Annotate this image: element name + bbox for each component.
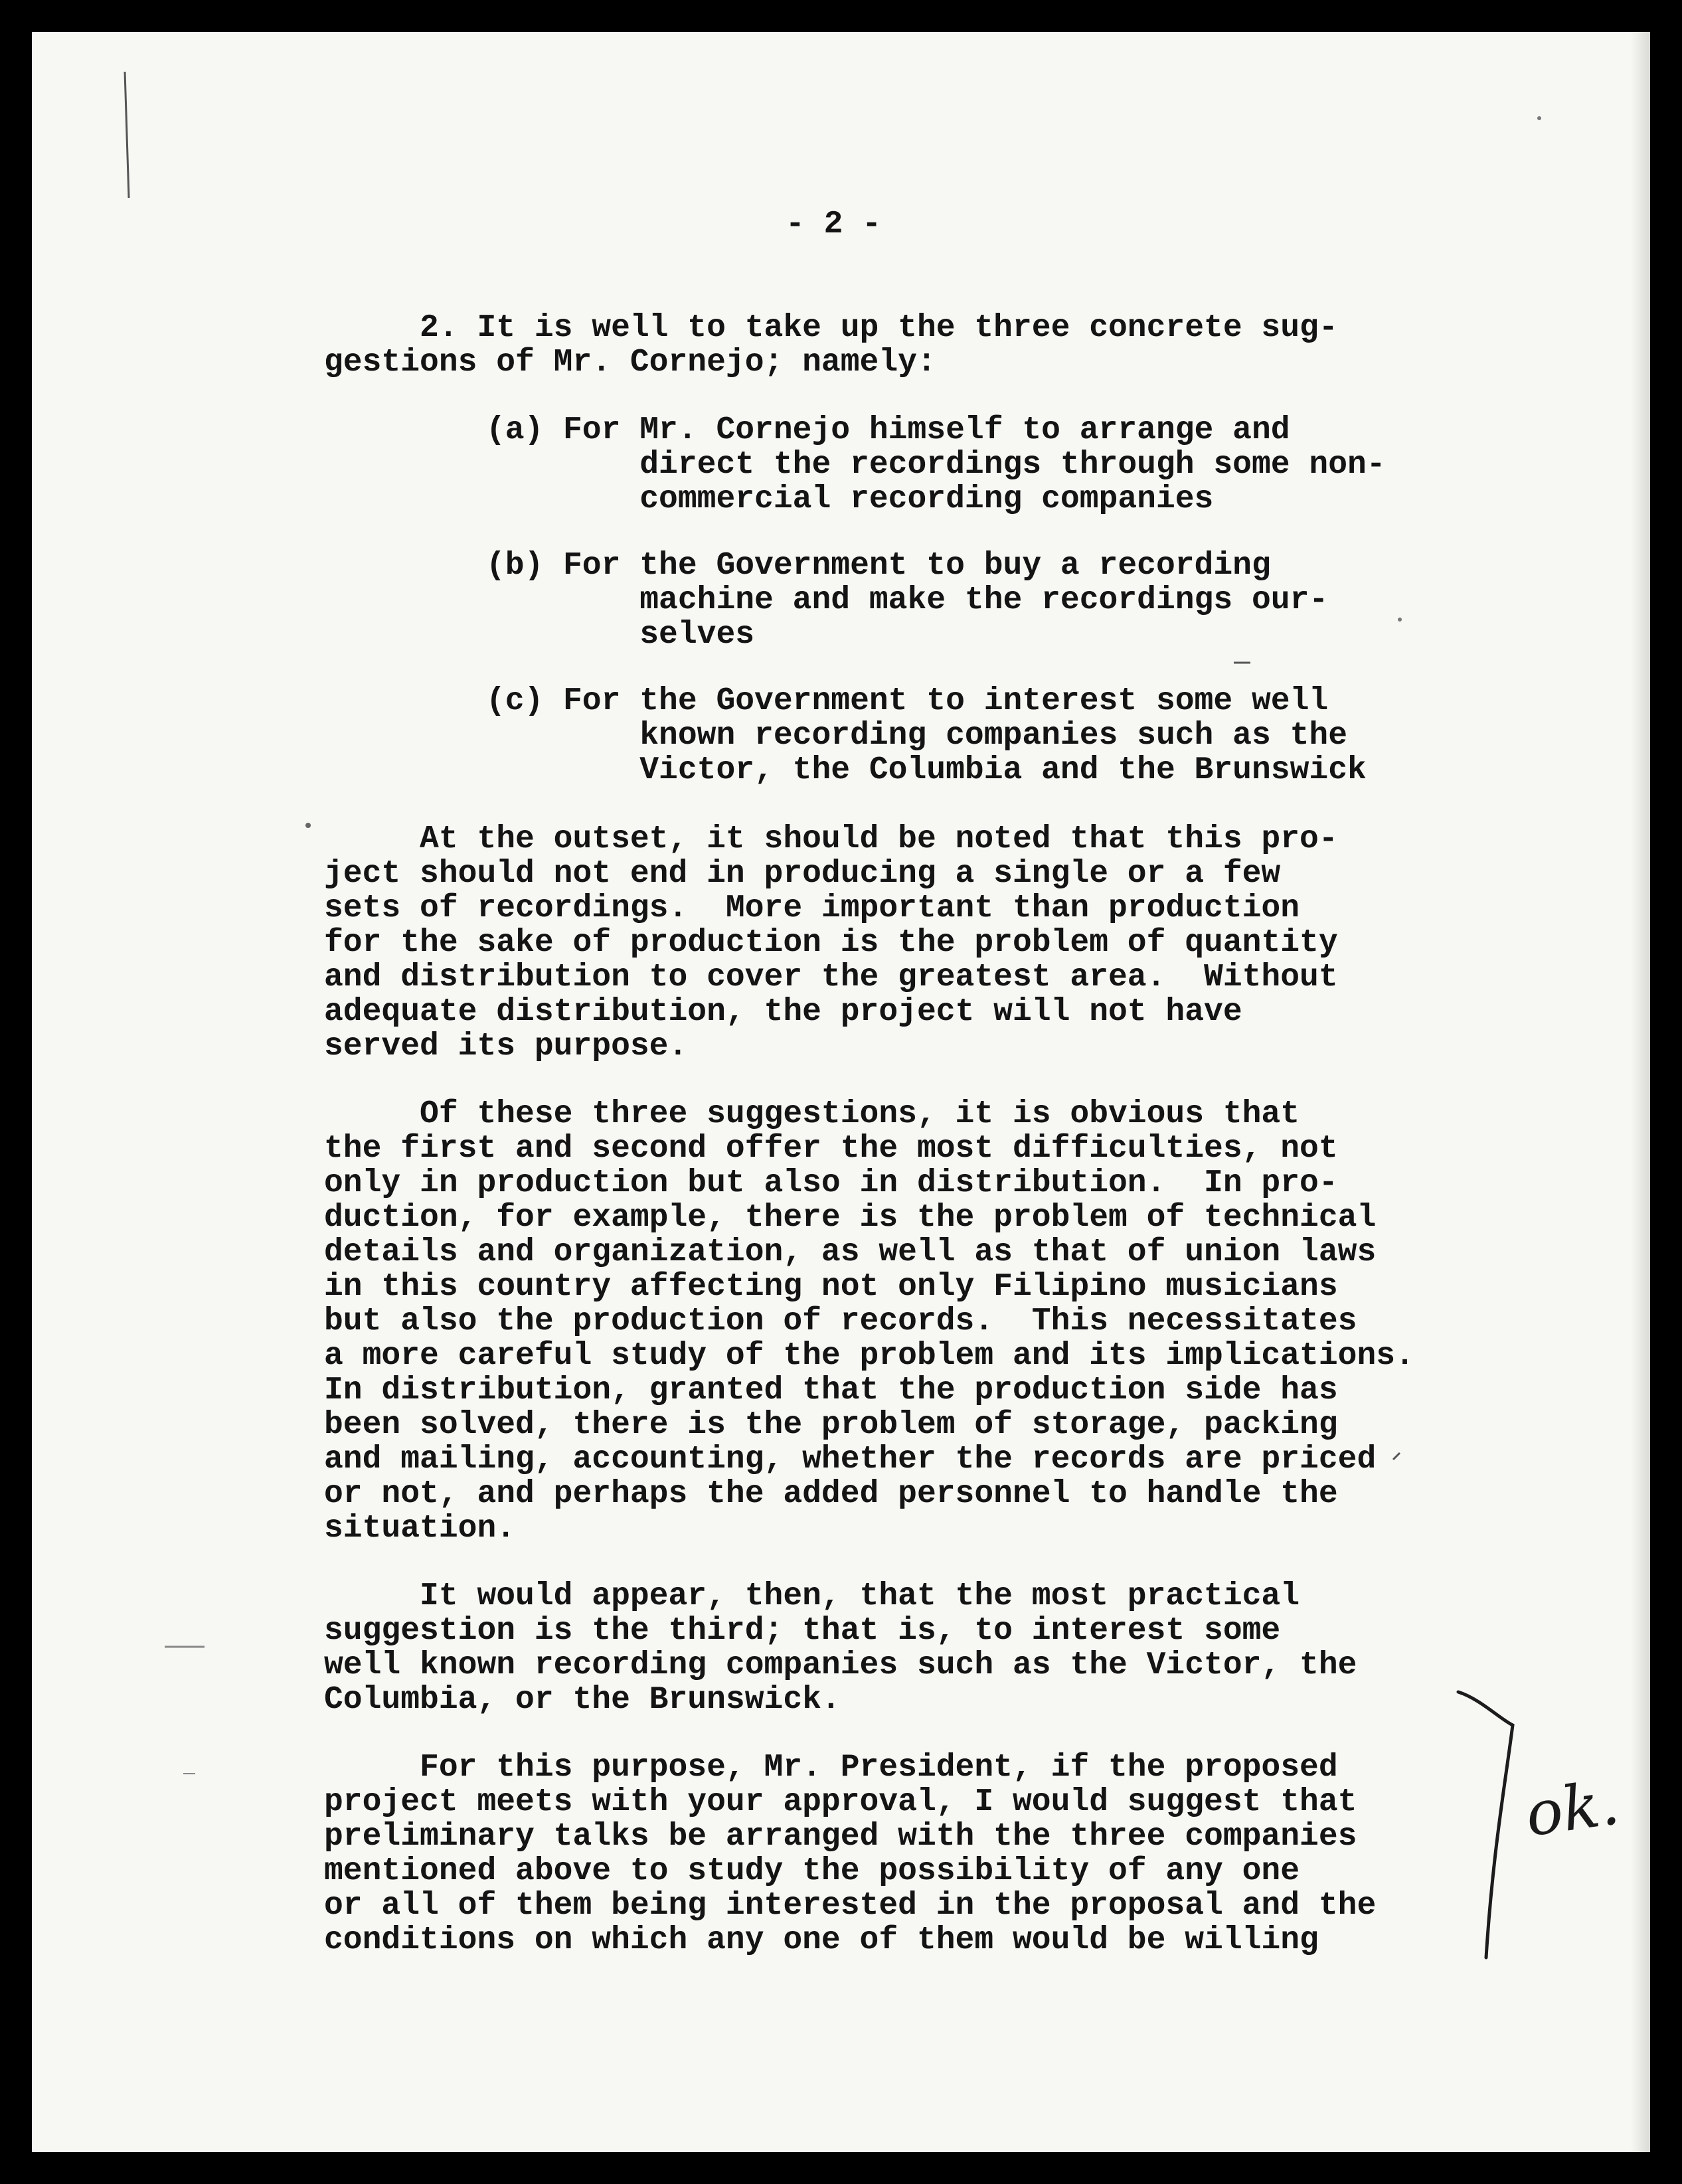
paragraph-line: in this country affecting not only Filipino musicians [324, 1269, 1338, 1305]
paragraph-line: Columbia, or the Brunswick. [324, 1682, 841, 1718]
paragraph-line: duction, for example, there is the problem of technical [324, 1200, 1377, 1236]
page-number: - 2 - [786, 207, 882, 242]
scan-artifacts [32, 32, 1650, 2152]
paragraph-line: served its purpose. [324, 1029, 688, 1064]
suggestion-b-label: (b) [486, 548, 544, 584]
scan-speck [1398, 618, 1402, 622]
paragraph-line: well known recording companies such as the Victor, the [324, 1647, 1357, 1683]
paragraph-line: for the sake of production is the problem of quantity [324, 925, 1338, 961]
scan-speck [1537, 116, 1541, 120]
suggestion-c-line-1: For the Government to interest some well [563, 683, 1329, 719]
suggestion-a-line-3: commercial recording companies [563, 481, 1214, 517]
paragraph-line: sets of recordings. More important than production [324, 890, 1300, 926]
paragraph-line: adequate distribution, the project will not have [324, 994, 1242, 1030]
suggestion-c-line-3: Victor, the Columbia and the Brunswick [563, 752, 1367, 788]
paragraph-line: or all of them being interested in the proposal and the [324, 1888, 1377, 1924]
paragraph-line: In distribution, granted that the production side has [324, 1373, 1338, 1408]
paragraph-line: details and organization, as well as that of union laws [324, 1234, 1377, 1270]
scan-speck [305, 823, 311, 828]
document-page [32, 32, 1650, 2152]
paragraph-line: For this purpose, Mr. President, if the proposed [324, 1750, 1338, 1786]
paragraph-line: but also the production of records. This necessitates [324, 1303, 1357, 1339]
paragraph-line: or not, and perhaps the added personnel to handle the [324, 1476, 1338, 1512]
paragraph-line: mentioned above to study the possibility of any one [324, 1853, 1300, 1889]
intro-line-1: 2. It is well to take up the three concrete sug- [324, 310, 1338, 346]
suggestion-b-line-2: machine and make the recordings our- [563, 582, 1329, 618]
scan-mark [1393, 1453, 1400, 1460]
handwritten-initials: ok. [1521, 1766, 1624, 1851]
intro-line-2: gestions of Mr. Cornejo; namely: [324, 345, 936, 380]
paragraph-line: suggestion is the third; that is, to interest some [324, 1613, 1281, 1649]
suggestion-b-line-1: For the Government to buy a recording [563, 548, 1271, 584]
scan-mark [125, 72, 129, 198]
paragraph-line: ject should not end in producing a single or a few [324, 856, 1281, 892]
paragraph-line: only in production but also in distribution. In pro- [324, 1165, 1338, 1201]
suggestion-a-label: (a) [486, 412, 544, 448]
paragraph-line: situation. [324, 1511, 516, 1547]
paragraph-line: and mailing, accounting, whether the records are priced [324, 1442, 1377, 1477]
paragraph-line: preliminary talks be arranged with the three companies [324, 1819, 1357, 1855]
paragraph-line: Of these three suggestions, it is obvious that [324, 1096, 1300, 1132]
paragraph-line: a more careful study of the problem and its implications. [324, 1338, 1414, 1374]
suggestion-b-line-3: selves [563, 617, 755, 653]
paragraph-line: project meets with your approval, I would suggest that [324, 1784, 1357, 1820]
suggestion-c-line-2: known recording companies such as the [563, 718, 1347, 754]
paragraph-line: It would appear, then, that the most practical [324, 1578, 1300, 1614]
suggestion-c-label: (c) [486, 683, 544, 719]
suggestion-a-line-2: direct the recordings through some non- [563, 447, 1386, 483]
paragraph-line: At the outset, it should be noted that this pro- [324, 821, 1338, 857]
paragraph-line: the first and second offer the most difficulties, not [324, 1131, 1338, 1167]
paragraph-line: and distribution to cover the greatest area. Without [324, 960, 1338, 995]
paragraph-line: conditions on which any one of them would be willing [324, 1922, 1319, 1958]
suggestion-a-line-1: For Mr. Cornejo himself to arrange and [563, 412, 1290, 448]
paragraph-line: been solved, there is the problem of storage, packing [324, 1407, 1338, 1443]
